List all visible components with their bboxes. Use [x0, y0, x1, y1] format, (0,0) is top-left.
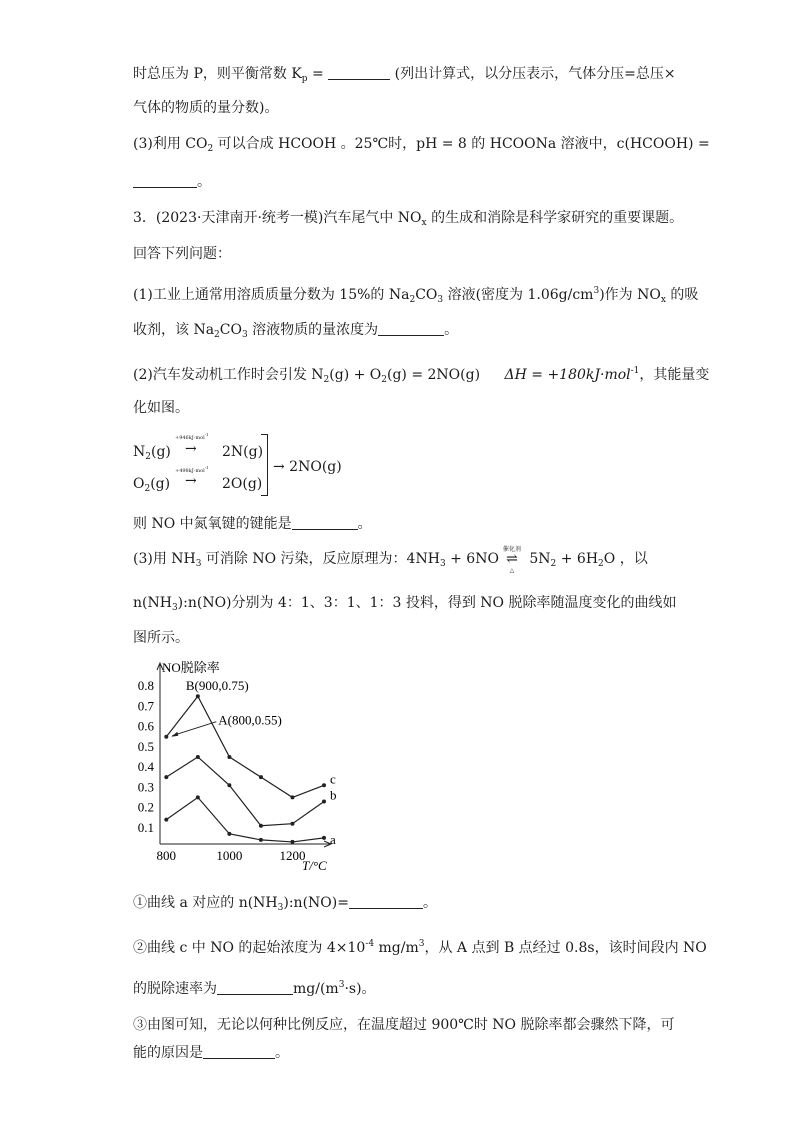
- data-point-b: [196, 755, 200, 759]
- text-line: 的脱除速率为 $mg/(m^3\cdot s)$。: [133, 980, 376, 997]
- data-point-c: [259, 775, 263, 779]
- energy-scheme: [133, 432, 373, 498]
- data-point-a: [164, 818, 168, 822]
- answer-blank-rate[interactable]: [217, 980, 293, 995]
- data-point-b: [290, 822, 294, 826]
- y-tick-label: 0.4: [137, 759, 154, 775]
- x-tick-label: 800: [156, 848, 177, 863]
- y-tick-label: 0.2: [137, 799, 154, 815]
- annotation-a: A(800,0.55): [218, 712, 282, 728]
- reaction-arrow: 催化剂 ⇌ △: [502, 546, 521, 574]
- data-point-c: [290, 795, 294, 799]
- arrow-icon: →: [185, 441, 197, 457]
- y-tick-label: 0.1: [137, 819, 154, 835]
- text-line-hcooh: (3)利用 $CO_2$ 可以合成 HCOOH 。25℃时，pH = 8 的 HCOONa 溶液中，c(HCOOH) =: [133, 136, 710, 154]
- annotation-b: B(900,0.75): [185, 678, 249, 694]
- arrow-icon: →: [185, 473, 197, 489]
- text-line: 气体的物质的量分数)。: [133, 100, 279, 116]
- data-point-c: [322, 783, 326, 787]
- y-tick-label: 0.6: [137, 718, 154, 734]
- part-3-line: (3)用 $NH_3$ 可消除 NO 污染，反应原理为：$4NH_3 + 6NO$ 催化剂 ⇌ △ $5N_2 + 6H_2O$ ，以: [133, 546, 648, 574]
- data-point-c: [164, 735, 168, 739]
- series-label-c: c: [330, 771, 336, 787]
- no-removal-chart: [126, 658, 346, 873]
- annotation-a-pointer: [172, 722, 216, 736]
- sub-question-3: ③由图可知，无论以何种比例反应，在温度超过 900℃时 NO 脱除率都会骤然下降，可: [133, 1017, 675, 1033]
- question-3-intro: 3．(2023·天津南开·统考一模)汽车尾气中 $NO_x$ 的生成和消除是科学家研究的重要课题。: [133, 210, 684, 228]
- x-axis-label: T/°C: [302, 858, 327, 873]
- sub-question-2: ②曲线 c 中 NO 的起始浓度为 $4\times 10^{-4}$ $mg/m^3$，从 A 点到 B 点经过 0.8s，该时间段内 NO: [133, 939, 707, 956]
- n-atoms: 2N(g): [222, 444, 264, 460]
- text-line: 。: [133, 172, 211, 192]
- x-tick-label: 1200: [279, 848, 306, 863]
- answer-blank-reason[interactable]: [203, 1044, 275, 1059]
- data-point-a: [290, 840, 294, 844]
- y-tick-label: 0.5: [137, 738, 154, 754]
- text-line: 图所示。: [133, 630, 189, 646]
- data-point-b: [322, 799, 326, 803]
- data-point-c: [196, 694, 200, 698]
- text-line-kp: 时总压为 P，则平衡常数 $K_p$ = (列出计算式，以分压表示，气体分压=总压×: [133, 66, 676, 84]
- sub-question-1: ①曲线 a 对应的 $n(NH_3):n(NO)=$ 。: [133, 895, 437, 913]
- data-point-b: [227, 783, 231, 787]
- answer-blank-bond-energy[interactable]: [292, 515, 358, 530]
- text-line: 能的原因是 。: [133, 1045, 289, 1061]
- y-axis-label: NO脱除率: [162, 660, 220, 675]
- annotation-a-arrowhead-icon: [171, 732, 178, 737]
- o2-reactant: $O_2(g)$: [133, 476, 171, 494]
- part-1-line: (1)工业上通常用溶质质量分数为 15%的 $Na_2CO_3$ 溶液(密度为 $1.06g/cm^3$)作为 $NO_x$ 的吸: [133, 286, 699, 305]
- y-tick-label: 0.7: [137, 698, 154, 714]
- data-point-a: [227, 832, 231, 836]
- no-product: → 2NO(g): [273, 459, 342, 475]
- o-atoms: 2O(g): [222, 476, 263, 492]
- text-line: 收剂，该 $Na_2CO_3$ 溶液物质的量浓度为 。: [133, 322, 459, 340]
- bracket: [261, 434, 268, 496]
- series-line-c: [166, 696, 324, 797]
- data-point-a: [259, 838, 263, 842]
- answer-blank-kp[interactable]: [328, 65, 390, 80]
- text-line: 则 NO 中氮氧键的键能是 。: [133, 516, 372, 532]
- series-label-b: b: [330, 787, 337, 803]
- data-point-a: [196, 795, 200, 799]
- data-point-b: [164, 775, 168, 779]
- answer-blank-hcooh[interactable]: [133, 173, 197, 188]
- series-line-a: [166, 797, 324, 842]
- x-tick-label: 1000: [216, 848, 243, 863]
- text-line: 回答下列问题：: [133, 246, 231, 262]
- y-tick-label: 0.3: [137, 779, 154, 795]
- data-point-c: [227, 755, 231, 759]
- series-label-a: a: [330, 831, 336, 847]
- answer-blank-concentration[interactable]: [378, 321, 444, 336]
- data-point-b: [259, 824, 263, 828]
- energy-label-2: +498kJ·mol$^{-1}$: [175, 465, 209, 474]
- text-line: 化如图。: [133, 400, 189, 416]
- y-tick-label: 0.8: [137, 678, 154, 694]
- part-2-line: (2)汽车发动机工作时会引发 $N_2(g) + O_2(g) = 2NO(g) \Delta H = +180kJ\cdot mol^{-1}$，其能量变: [133, 366, 710, 385]
- energy-label-1: +946kJ·mol$^{-1}$: [175, 432, 209, 441]
- data-point-a: [322, 836, 326, 840]
- answer-blank-ratio[interactable]: [349, 894, 423, 909]
- text-line: $n(NH_3):n(NO)$分别为 4：1、3：1、1：3 投料，得到 NO 脱除率随温度变化的曲线如: [133, 595, 677, 613]
- n2-reactant: $N_2(g)$: [133, 444, 171, 462]
